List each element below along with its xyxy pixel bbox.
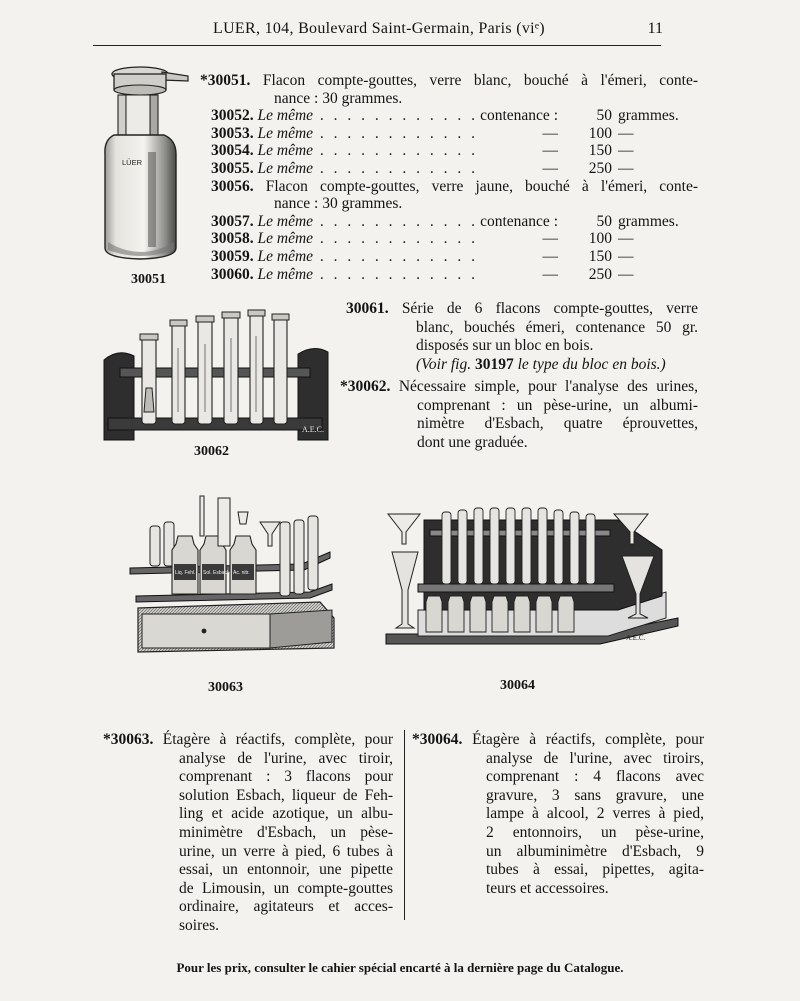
figure-label-30051: 30051 [131, 272, 166, 287]
list-item: 30057. Le même . . . . . . . . . . . . contenance : 50 grammes. [211, 212, 679, 230]
list-item: 30056. Flacon compte-gouttes, verre jaune, bouché à l'émeri, conte- [211, 177, 698, 195]
list-item: 30052. Le même . . . . . . . . . . . . contenance : 50 grammes. [211, 107, 679, 125]
figure-label-30064: 30064 [500, 678, 535, 693]
list-item: 30053. Le même . . . . . . . . . . . . — 100 — [211, 124, 634, 142]
dropper-bottle-illustration [100, 62, 196, 272]
list-item: 30058. Le même . . . . . . . . . . . . — 100 — [211, 230, 634, 248]
dropper-bottle-price-list [200, 72, 698, 283]
bottle-label-esbach: Sol. Esbach [203, 570, 230, 576]
list-item-continuation: nance : 30 grammes. [274, 89, 403, 107]
urine-analysis-kit-illustration [100, 308, 332, 444]
entry-30061: 30061. Série de 6 flacons compte-gouttes, verre blanc, bouchés émeri, contenance 50 gr. disposés sur un bloc en bois. (Voir fig. 30197 le type du bloc en bois.) [346, 300, 698, 373]
stand-mark: A.E.C. [626, 634, 646, 642]
list-item-continuation: nance : 30 grammes. [274, 195, 403, 213]
list-item: *30051. Flacon compte-gouttes, verre blanc, bouché à l'émeri, conte- [200, 72, 698, 89]
page-header [93, 12, 661, 46]
bottle-label-nitric: Ac. nitr. [233, 570, 250, 576]
list-item: 30054. Le même . . . . . . . . . . . . — 150 — [211, 142, 634, 160]
column-divider [404, 730, 405, 920]
footer-price-note: Pour les prix, consulter le cahier spécial encarté à la dernière page du Catalogue. [176, 960, 624, 975]
entry-30063: *30063. Étagère à réactifs, complète, pour analyse de l'urine, avec tiroir, comprenant : 3 flacons pour solution Esbach, liqueur de Feh- ling et acide azotique, un albu- minimètre d'Esbach, un pèse- urine, un verre à pied, 6 tubes à essai, un entonnoir, une pipette de Limousin, un compte-gouttes ordinaire, agitateurs et acces- soires. [103, 731, 394, 934]
page-number: 11 [647, 20, 663, 37]
header-title: LUER, 104, Boulevard Saint-Germain, Paris (viᵉ) [213, 20, 545, 37]
bottle-engraving: LÜER [122, 158, 143, 167]
figure-label-30063: 30063 [208, 680, 243, 695]
item-code: *30062. [340, 378, 391, 395]
stand-mark: A.E.C. [302, 425, 324, 434]
see-figure-note: (Voir fig. 30197 le type du bloc en bois.) [416, 355, 666, 373]
list-item: 30055. Le même . . . . . . . . . . . . — 250 — [211, 159, 634, 177]
item-code: 30061. [346, 300, 389, 317]
reagent-shelf-with-drawer-illustration [120, 492, 350, 664]
item-code: *30063. [103, 731, 154, 748]
list-item: 30059. Le même . . . . . . . . . . . . — 150 — [211, 247, 634, 265]
entry-30064: *30064. Étagère à réactifs, complète, pour analyse de l'urine, avec tiroirs, comprenant : 4 flacons avec gravure, 3 sans gravure, une lampe à alcool, 2 verres à pied, 2 entonnoirs, un pèse-urine, un albuminimètre d'Esbach, 9 tubes à essai, pipettes, agita- teurs et accessoires. [412, 731, 705, 897]
reagent-shelf-with-drawers-illustration [378, 500, 682, 662]
list-item: 30060. Le même . . . . . . . . . . . . — 250 — [211, 265, 634, 283]
entry-30062: *30062. Nécessaire simple, pour l'analyse des urines, comprenant : un pèse-urine, un albumi- nimètre d'Esbach, quatre éprouvettes, dont une graduée. [340, 378, 699, 451]
figure-label-30062: 30062 [194, 444, 229, 459]
bottle-label-fehling: Liq. Fehl. [175, 570, 196, 576]
item-code: *30064. [412, 731, 463, 748]
